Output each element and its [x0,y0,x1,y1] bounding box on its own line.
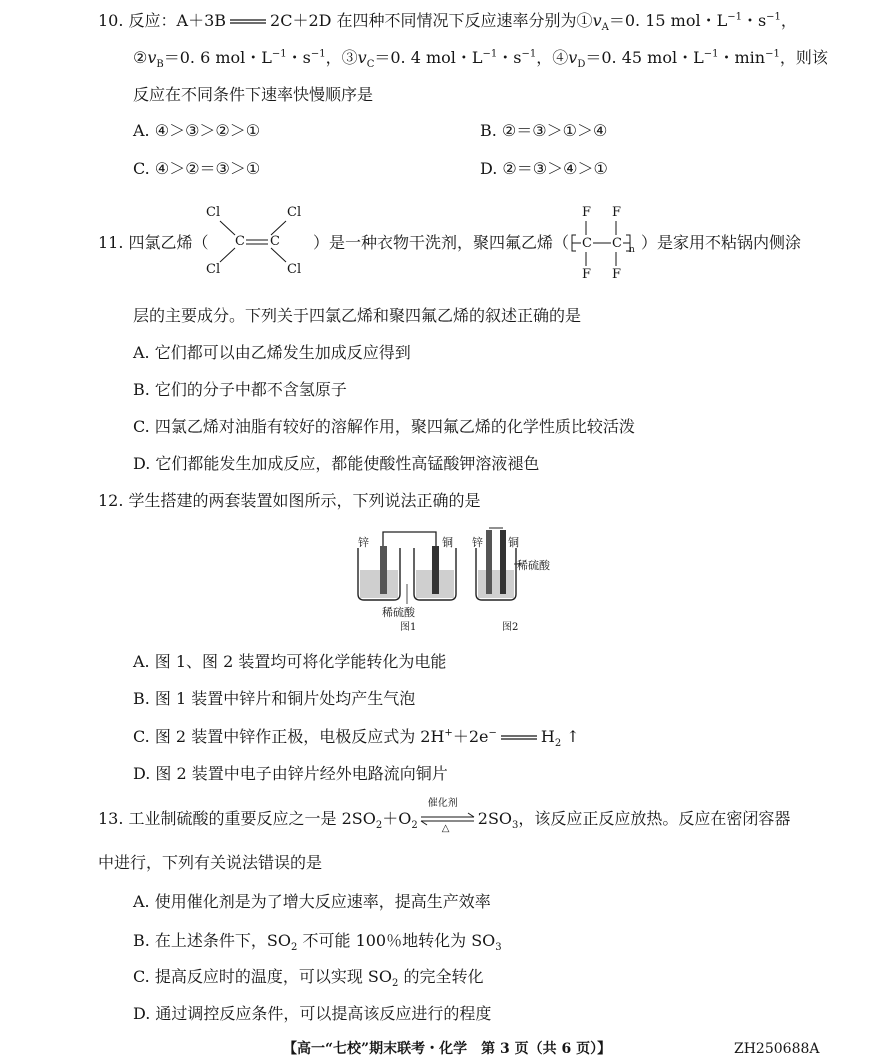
q12-option-d: D. 图 2 装置中电子由锌片经外电路流向铜片 [133,764,448,783]
q12-option-a: A. 图 1、图 2 装置均可将化学能转化为电能 [133,652,447,671]
f-atom: F [612,267,622,282]
acid-label: 稀硫酸 [382,606,415,619]
q10-line1: 10. 反应：A＋3B 2C＋2D 在四种不同情况下反应速率分别为$①v_A=0$. 15 mol・$L^{-1}$・$s^{-1}$， [98,11,797,34]
subscript-n: n [629,245,635,255]
q10-option-c: C. ④＞②＝③＞① [133,159,261,178]
cl-atom: Cl [206,262,221,277]
paper-code: ZH250688A [734,1041,820,1057]
bond-lines [200,200,310,280]
c-atom: C [235,234,245,249]
q11-option-a: A. 它们都可以由乙烯发生加成反应得到 [133,343,411,362]
equals-arrow [226,10,270,32]
q11-option-c: C. 四氯乙烯对油脂有较好的溶解作用，聚四氟乙烯的化学性质比较活泼 [133,417,635,436]
zinc-label-2: 锌 [472,536,483,549]
q11-stem-b: ）是一种衣物干洗剂，聚四氟乙烯（ [313,233,570,252]
q13-stem: 13. 工业制硫酸的重要反应之一是 $2SO_2+O_2$ 催化剂 △ $2SO_3$，该反应正反应放热。反应在密闭容器 [98,798,791,834]
cl-atom: Cl [206,205,221,220]
q11-option-d: D. 它们都能发生加成反应，都能使酸性高锰酸钾溶液褪色 [133,454,540,473]
q10-option-d: D. ②＝③＞④＞① [480,159,608,178]
f-atom: F [582,267,592,282]
q10-line2: $②v_B=0$. 6 mol・$L^{-1}$・$s^{-1}$，$③v_C=0$. 4 mol・$L^{-1}$・$s^{-1}$，$④v_D=0$. 45 mol・$L^{-1}$・$\min^{-1}$，则该 [133,48,828,71]
f-atom: F [582,205,592,220]
zinc-label: 锌 [358,536,369,549]
q11-stem-c: ）是家用不粘锅内侧涂 [641,233,802,252]
q10-option-b: B. ②＝③＞①＞④ [480,121,608,140]
page-footer: 【高一“七校”期末联考・化学 第 3 页（共 6 页）】 [283,1041,612,1057]
q12-option-c: C. 图 2 装置中锌作正极，电极反应式为 2H+＋2e− $H_2$ ↑ [133,727,580,750]
c-atom: C [612,236,622,251]
copper-label-2: 铜 [508,536,519,549]
q11-stem-a: 11. 四氯乙烯（ [98,233,209,252]
q13-stem-cont: 中进行，下列有关说法错误的是 [98,853,323,872]
q11-stem-cont: 层的主要成分。下列关于四氯乙烯和聚四氟乙烯的叙述正确的是 [133,306,582,325]
catalyst-label: 催化剂 [427,798,458,809]
cl-atom: Cl [287,205,302,220]
c-atom: C [582,236,592,251]
q13-option-c: C. 提高反应时的温度，可以实现 $SO_2$ 的完全转化 [133,967,484,990]
q13-option-a: A. 使用催化剂是为了增大反应速率，提高生产效率 [133,892,491,911]
equals-arrow [497,726,541,748]
f-atom: F [612,205,622,220]
figure-1-caption: 图1 [400,622,417,633]
acid-label-2: 稀硫酸 [517,559,550,572]
polymer-bonds [560,200,640,285]
galvanic-cell-figure [352,524,552,634]
q13-option-d: D. 通过调控反应条件，可以提高该反应进行的程度 [133,1004,492,1023]
c-atom: C [270,234,280,249]
reversible-arrow [418,798,478,834]
q12-stem: 12. 学生搭建的两套装置如图所示，下列说法正确的是 [98,491,481,510]
copper-label: 铜 [442,536,453,549]
cl-atom: Cl [287,262,302,277]
q11-option-b: B. 它们的分子中都不含氢原子 [133,380,347,399]
q13-option-b: B. 在上述条件下，$SO_2$ 不可能 100％地转化为 $SO_3$ [133,931,502,954]
q10-option-a: A. ④＞③＞②＞① [133,121,261,140]
heat-symbol: △ [441,823,450,834]
figure-2-caption: 图2 [502,622,519,633]
q12-option-b: B. 图 1 装置中锌片和铜片处均产生气泡 [133,689,416,708]
q10-line3: 反应在不同条件下速率快慢顺序是 [133,85,374,104]
